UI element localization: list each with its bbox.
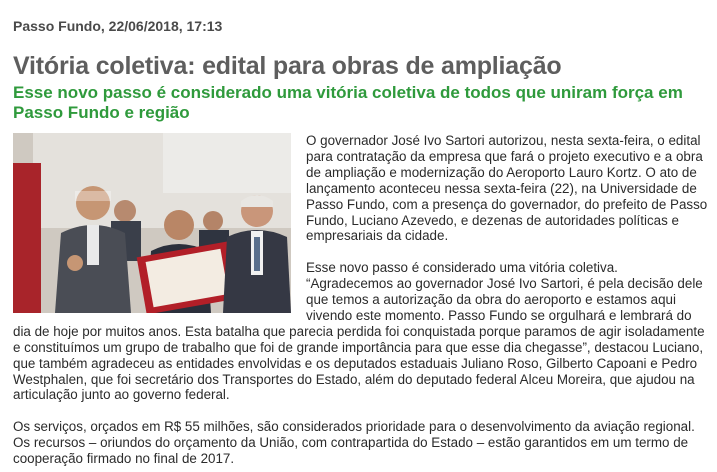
article-paragraph-2: Esse novo passo é considerado uma vitória coletiva. “Agradecemos ao governador José Ivo Sartori, é pela decisão dele que temos a autorização da obra do aeroporto e estamos aqui vivendo este momento. Passo Fundo se orgulhará e lembrará do dia de hoje por muitos anos. Esta batalha que parecia perdida foi conquistada porque paramos de agir isoladamente e constituímos um grupo de trabalho que foi de grande importância para que esse dia chegasse”, destacou Luciano, que também agradeceu as entidades envolvidas e os deputados estaduais Juliano Roso, Gilberto Capoani e Pedro Westphalen, que foi secretário dos Transportes do Estado, além do deputado federal Alceu Moreira, que ajudou na articulação junto ao governo federal. (13, 260, 705, 403)
article-body (13, 133, 708, 472)
photo-float-spacer (13, 133, 306, 320)
article-subtitle: Esse novo passo é considerado uma vitória coletiva de todos que uniram força em Passo Fundo e região (13, 83, 683, 122)
article-paragraph-1: O governador José Ivo Sartori autorizou, nesta sexta-feira, o edital para contratação da empresa que fará o projeto executivo e a obra de ampliação e modernização do Aeroporto Lauro Kortz. O ato de lançamento aconteceu nessa sexta-feira (22), na Universidade de Passo Fundo, com a presença do governador, do prefeito de Passo Fundo, Luciano Azevedo, e dezenas de autoridades políticas e empresariais da cidade. (306, 133, 708, 244)
article-paragraph-3: Os serviços, orçados em R$ 55 milhões, são considerados prioridade para o desenvolvimento da aviação regional. Os recursos – oriundos do orçamento da União, com contrapartida do Estado – estão garantidos em um termo de cooperação firmado no final de 2017. (13, 419, 695, 467)
article-dateline: Passo Fundo, 22/06/2018, 17:13 (13, 18, 223, 34)
article-title: Vitória coletiva: edital para obras de ampliação (13, 52, 562, 80)
